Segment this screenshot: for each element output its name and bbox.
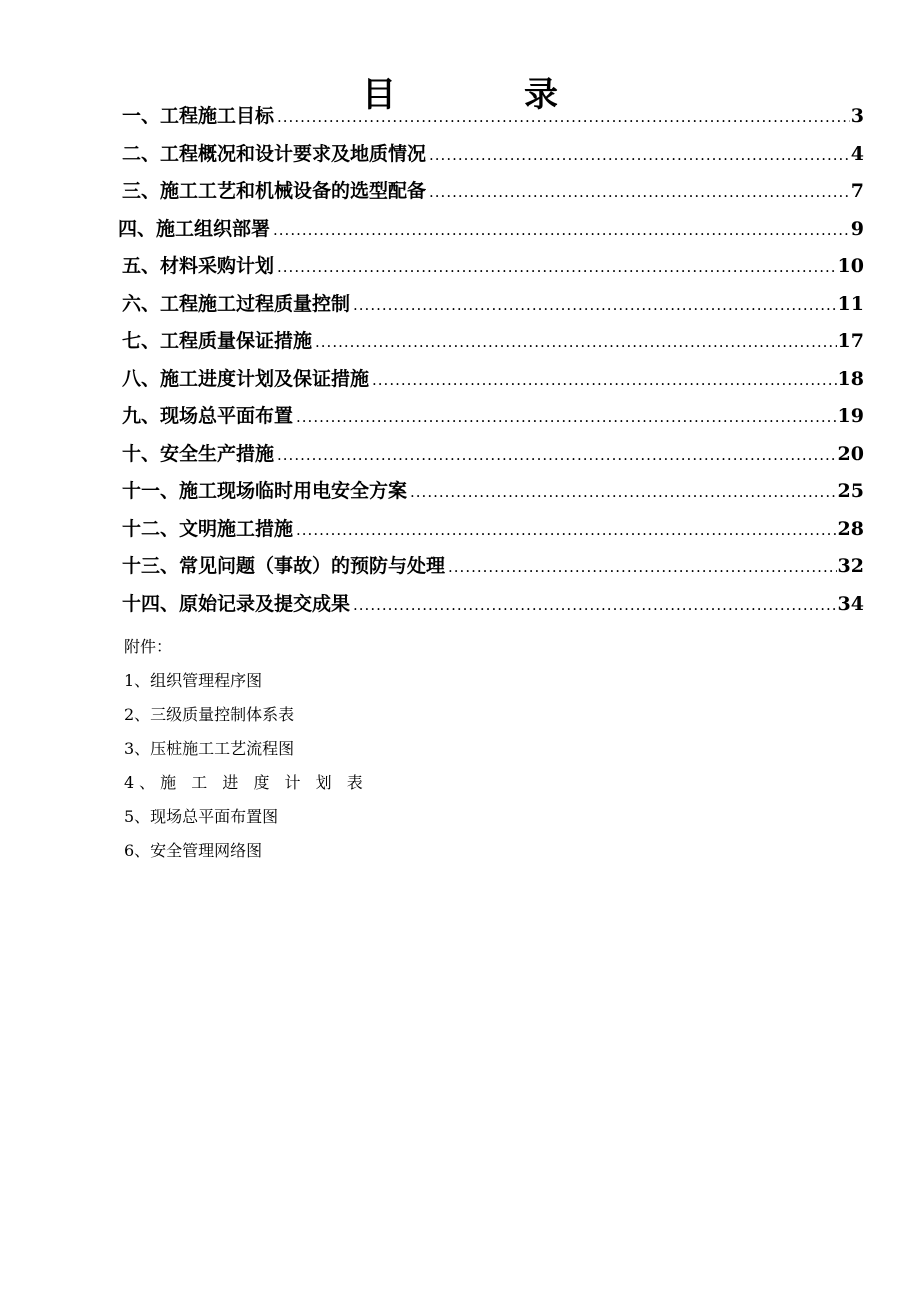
toc-entry-title: 九、现场总平面布置: [122, 405, 294, 427]
toc-entry-title: 十二、文明施工措施: [122, 517, 294, 540]
appendix-heading: 附件：: [124, 637, 173, 656]
toc-entry-1[interactable]: [122, 98, 864, 136]
toc-entry-page: 3: [850, 105, 864, 127]
toc-dot-leader: [273, 212, 850, 250]
toc-entry-2[interactable]: [122, 136, 864, 174]
title-char-left: 目: [362, 74, 396, 115]
toc-entry-page: 25: [837, 480, 864, 502]
toc-entry-title: 八、施工进度计划及保证措施: [122, 367, 370, 390]
toc-entry-7[interactable]: [122, 323, 864, 361]
toc-entry-10[interactable]: [122, 436, 864, 474]
toc-dot-leader: [353, 587, 837, 625]
toc-entry-page: 18: [837, 367, 864, 390]
toc-entry-page: 10: [837, 255, 864, 277]
toc-entry-title: 十、安全生产措施: [122, 442, 275, 465]
toc-entry-14[interactable]: [122, 586, 864, 624]
toc-dot-leader: [277, 437, 837, 475]
toc-entry-title: 七、工程质量保证措施: [122, 330, 313, 352]
toc-dot-leader: [429, 137, 850, 175]
toc-dot-leader: [277, 249, 837, 287]
appendix-item: 6、安全管理网络图: [124, 841, 263, 860]
toc-entry-5[interactable]: [122, 248, 864, 286]
toc-entry-page: 9: [850, 217, 864, 240]
toc-entry-title: 十四、原始记录及提交成果: [122, 592, 351, 615]
toc-entry-title: 十三、常见问题（事故）的预防与处理: [122, 555, 446, 577]
toc-entry-4[interactable]: [118, 211, 864, 249]
appendix-item: 4、施 工 进 度 计 划 表: [124, 773, 368, 792]
title-char-right: 录: [524, 74, 558, 115]
toc-entry-title: 四、施工组织部署: [118, 217, 271, 240]
toc-entry-page: 11: [837, 292, 864, 315]
table-of-contents: [118, 98, 864, 623]
toc-entry-13[interactable]: [122, 548, 864, 586]
toc-dot-leader: [277, 99, 850, 137]
toc-entry-page: 17: [837, 330, 864, 352]
toc-entry-9[interactable]: [122, 398, 864, 436]
toc-entry-page: 7: [850, 180, 864, 202]
toc-entry-8[interactable]: [122, 361, 864, 399]
toc-dot-leader: [296, 399, 837, 437]
toc-entry-title: 二、工程概况和设计要求及地质情况: [122, 142, 427, 165]
toc-entry-page: 34: [837, 592, 864, 615]
toc-dot-leader: [410, 474, 837, 512]
toc-entry-title: 三、施工工艺和机械设备的选型配备: [122, 180, 427, 202]
appendix-item: 5、现场总平面布置图: [124, 807, 279, 826]
toc-entry-6[interactable]: [122, 286, 864, 324]
toc-entry-page: 20: [837, 442, 864, 465]
appendix-item: 1、组织管理程序图: [124, 671, 263, 690]
toc-dot-leader: [296, 512, 837, 550]
toc-dot-leader: [353, 287, 837, 325]
toc-entry-title: 五、材料采购计划: [122, 255, 275, 277]
toc-entry-title: 一、工程施工目标: [122, 105, 275, 127]
toc-dot-leader: [429, 174, 850, 212]
toc-entry-title: 六、工程施工过程质量控制: [122, 292, 351, 315]
appendix-list: [124, 664, 368, 868]
appendix-item: 2、三级质量控制体系表: [124, 705, 295, 724]
appendix-item: 3、压桩施工工艺流程图: [124, 739, 295, 758]
toc-entry-3[interactable]: [122, 173, 864, 211]
toc-entry-page: 19: [837, 405, 864, 427]
toc-dot-leader: [448, 549, 837, 587]
toc-entry-title: 十一、施工现场临时用电安全方案: [122, 480, 408, 502]
toc-entry-page: 4: [850, 142, 864, 165]
toc-entry-12[interactable]: [122, 511, 864, 549]
toc-entry-11[interactable]: [122, 473, 864, 511]
toc-dot-leader: [372, 362, 837, 400]
appendix-section: [124, 630, 368, 868]
toc-entry-page: 32: [837, 555, 864, 577]
toc-dot-leader: [315, 324, 837, 362]
toc-entry-page: 28: [837, 517, 864, 540]
